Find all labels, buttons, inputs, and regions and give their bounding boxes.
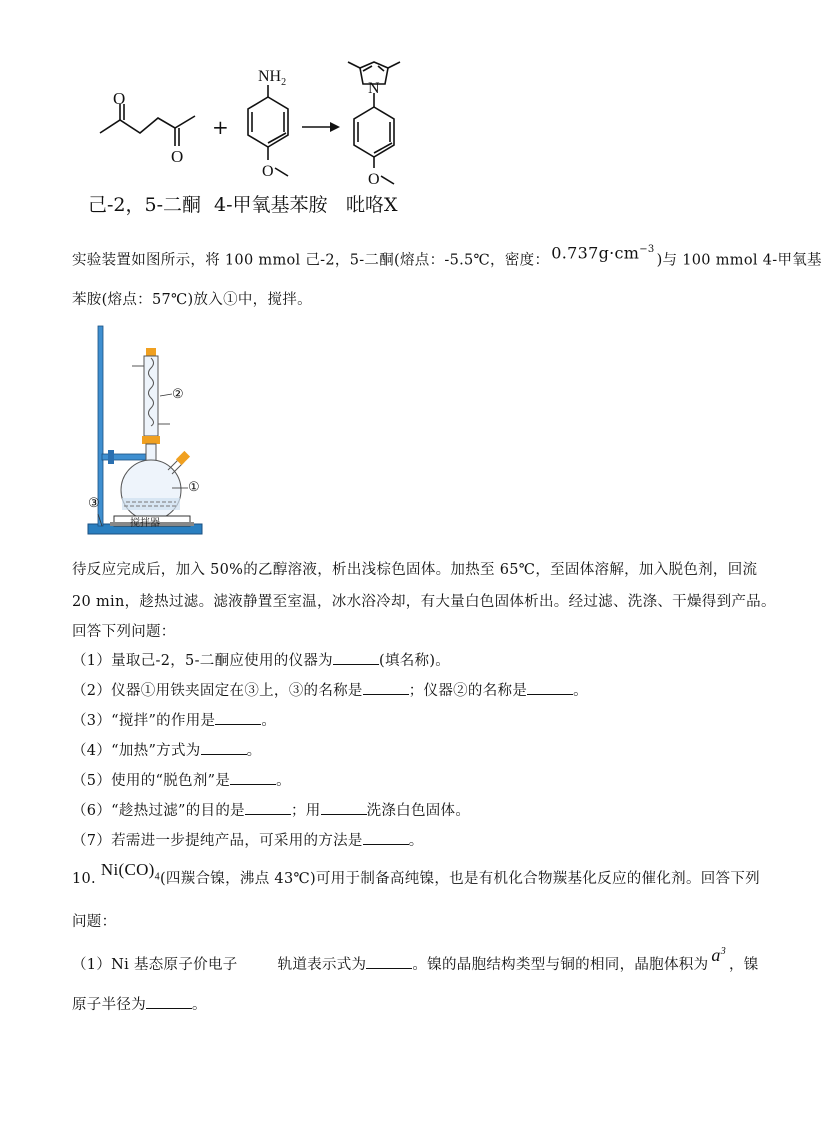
para2-line3: 回答下列问题：: [72, 624, 176, 640]
q10-line2: 问题：: [72, 914, 117, 930]
svg-text:O: O: [171, 147, 184, 166]
q10-line1: 10. $Ni(CO)_4$(四羰合镍，沸点 43℃)可用于制备高纯镍，也是有机化合物羰基化反应的催化剂。回答下列: [72, 860, 760, 887]
anisidine-ring: [248, 97, 288, 147]
q10-sub1-line1: （1）Ni 基态原子价电子 轨道表示式为 。镍的晶胞结构类型与铜的相同，晶胞体积为 $a^3$，镍: [72, 950, 759, 975]
caption-anisidine: 4-甲氧基苯胺: [214, 194, 328, 216]
density-value: $0.737g\cdot cm^{-3}$: [551, 243, 655, 263]
question-4: （4）“加热”方式为 。: [72, 740, 261, 761]
para1-line1: 实验装置如图所示，将 100 mmol 己-2，5-二酮(熔点：-5.5℃，密度： $0.737g\cdot cm^{-3}$)与 100 mmol 4-甲氧基: [72, 246, 822, 270]
plus-sign: +: [212, 115, 229, 139]
para1-line2: 苯胺(熔点：57℃)放入①中，搅拌。: [72, 292, 312, 308]
dione-skeleton: [100, 116, 195, 133]
para2-line2: 20 min，趁热过滤。滤液静置至室温，冰水浴冷却，有大量白色固体析出。经过滤、洗涤、干燥得到产品。: [72, 594, 776, 610]
reaction-scheme: [0, 0, 800, 220]
nh2-label: $NH_2$: [258, 68, 287, 89]
question-3: （3）“搅拌”的作用是 。: [72, 710, 276, 731]
caption-dione: 己-2，5-二酮: [88, 194, 202, 216]
apparatus-label-2: ②: [172, 387, 184, 402]
svg-text:O: O: [368, 171, 380, 188]
question-5: （5）使用的“脱色剂”是 。: [72, 770, 291, 791]
caption-pyrrole: 吡咯X: [346, 194, 398, 216]
apparatus-label-1: ①: [188, 480, 200, 495]
question-6: （6）“趁热过滤”的目的是 ；用 洗涤白色固体。: [72, 800, 470, 821]
svg-text:O: O: [113, 89, 126, 108]
arrow-head: [330, 122, 340, 132]
aryl-ring: [354, 107, 394, 157]
stirrer-label: 搅拌器: [130, 518, 160, 529]
apparatus-label-3: ③: [88, 496, 100, 511]
q10-formula: $Ni(CO)_4$: [100, 860, 160, 883]
q10-sub1-line2: 原子半径为 。: [72, 994, 207, 1015]
para2-line1: 待反应完成后，加入 50%的乙醇溶液，析出浅棕色固体。加热至 65℃，至固体溶解，加入脱色剂，回流: [72, 562, 758, 578]
svg-text:O: O: [262, 163, 274, 180]
q10-volume: $a^3$: [711, 945, 726, 965]
question-7: （7）若需进一步提纯产品，可采用的方法是 。: [72, 830, 424, 851]
pyrrole-n-label: N: [368, 80, 380, 97]
question-1: （1）量取己-2，5-二酮应使用的仪器为 (填名称)。: [72, 650, 450, 671]
apparatus-figure: [80, 320, 220, 540]
question-2: （2）仪器①用铁夹固定在③上，③的名称是 ；仪器②的名称是 。: [72, 680, 588, 701]
